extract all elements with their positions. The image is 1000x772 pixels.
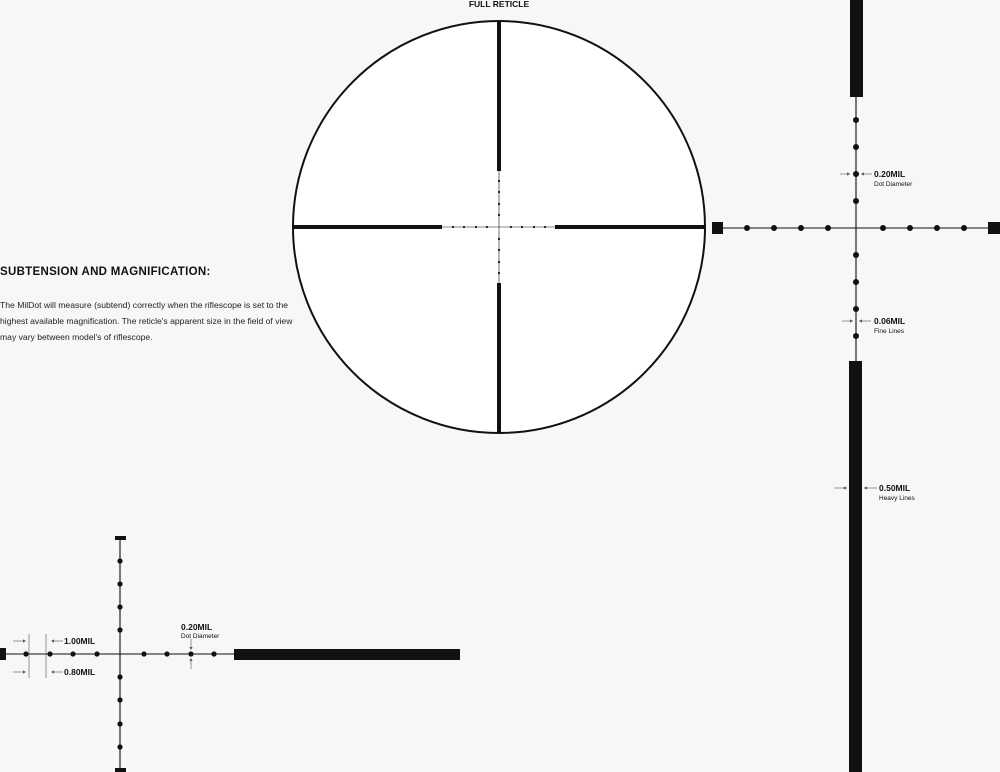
- mil-dot: [498, 238, 500, 240]
- right-right-post-end: [988, 222, 1000, 234]
- mil-dot: [117, 697, 122, 702]
- mil-dot: [825, 225, 831, 231]
- mil-dot: [117, 674, 122, 679]
- mil-dot: [498, 180, 500, 182]
- callout-spacing: [13, 634, 63, 678]
- bottom-dot-diameter-value: 0.20MIL: [181, 622, 213, 632]
- mil-dot: [498, 214, 500, 216]
- mil-dot: [853, 198, 859, 204]
- right-top-heavy-line: [850, 0, 863, 97]
- mil-dot: [452, 226, 454, 228]
- heavy-lines-value: 0.50MIL: [879, 483, 911, 493]
- mil-dot: [934, 225, 940, 231]
- mil-dot: [853, 117, 859, 123]
- mil-dot: [498, 191, 500, 193]
- mil-dot: [498, 249, 500, 251]
- mil-dot: [744, 225, 750, 231]
- bottom-right-heavy-line: [234, 649, 460, 660]
- mil-dot: [853, 279, 859, 285]
- right-crosshair: [712, 0, 1000, 772]
- mil-dot: [853, 171, 859, 177]
- mil-dot: [117, 558, 122, 563]
- fine-lines-value: 0.06MIL: [874, 316, 906, 326]
- dot-diameter-caption: Dot Diameter: [874, 181, 913, 188]
- mil-dot: [117, 744, 122, 749]
- callout-dot-diameter-right: [840, 169, 913, 188]
- subtension-title: SUBTENSION AND MAGNIFICATION:: [0, 266, 211, 278]
- bottom-dot-diameter-caption: Dot Diameter: [181, 633, 220, 640]
- mil-dot: [853, 144, 859, 150]
- right-bottom-heavy-line: [849, 361, 862, 772]
- mil-dot: [211, 651, 216, 656]
- mil-dot: [164, 651, 169, 656]
- mil-dot: [47, 651, 52, 656]
- spacing-value: 1.00MIL: [64, 636, 96, 646]
- mil-dot: [117, 581, 122, 586]
- mil-dot: [853, 252, 859, 258]
- mil-dot: [533, 226, 535, 228]
- mil-dot: [498, 203, 500, 205]
- callout-dot-diameter-bottom: [181, 622, 220, 669]
- subtension-body: The MilDot will measure (subtend) correctly when the riflescope is set to the highest available magnification. The reticle's apparent size in the field of view may vary between model's of riflescope.: [0, 300, 293, 342]
- mil-dot: [94, 651, 99, 656]
- mil-dot: [880, 225, 886, 231]
- mil-dot: [486, 226, 488, 228]
- callout-fine-lines: [842, 316, 905, 335]
- mil-dot: [23, 651, 28, 656]
- right-left-post-end: [712, 222, 723, 234]
- dot-diameter-value: 0.20MIL: [874, 169, 906, 179]
- heavy-lines-caption: Heavy Lines: [879, 495, 915, 502]
- mil-dot: [498, 272, 500, 274]
- bottom-left-post-end: [0, 648, 6, 660]
- mil-dot: [463, 226, 465, 228]
- mil-dot: [117, 604, 122, 609]
- mil-dot: [141, 651, 146, 656]
- mil-dot: [544, 226, 546, 228]
- mil-dot: [117, 627, 122, 632]
- mil-dot: [961, 225, 967, 231]
- mil-dot: [510, 226, 512, 228]
- mil-dot: [117, 721, 122, 726]
- mil-dot: [498, 261, 500, 263]
- bottom-top-post-end: [115, 536, 126, 540]
- bottom-crosshair: [0, 536, 460, 772]
- mil-dot: [771, 225, 777, 231]
- full-reticle-label: FULL RETICLE: [468, 0, 530, 9]
- mil-dot: [907, 225, 913, 231]
- mil-dot: [188, 651, 193, 656]
- mil-dot: [798, 225, 804, 231]
- mil-dot: [853, 306, 859, 312]
- mil-dot: [521, 226, 523, 228]
- callout-heavy-lines: [834, 483, 916, 502]
- fine-lines-caption: Fine Lines: [874, 328, 904, 335]
- mil-dot: [475, 226, 477, 228]
- gap-value: 0.80MIL: [64, 667, 96, 677]
- mil-dot: [70, 651, 75, 656]
- mil-dot: [853, 333, 859, 339]
- bottom-bottom-post-end: [115, 768, 126, 772]
